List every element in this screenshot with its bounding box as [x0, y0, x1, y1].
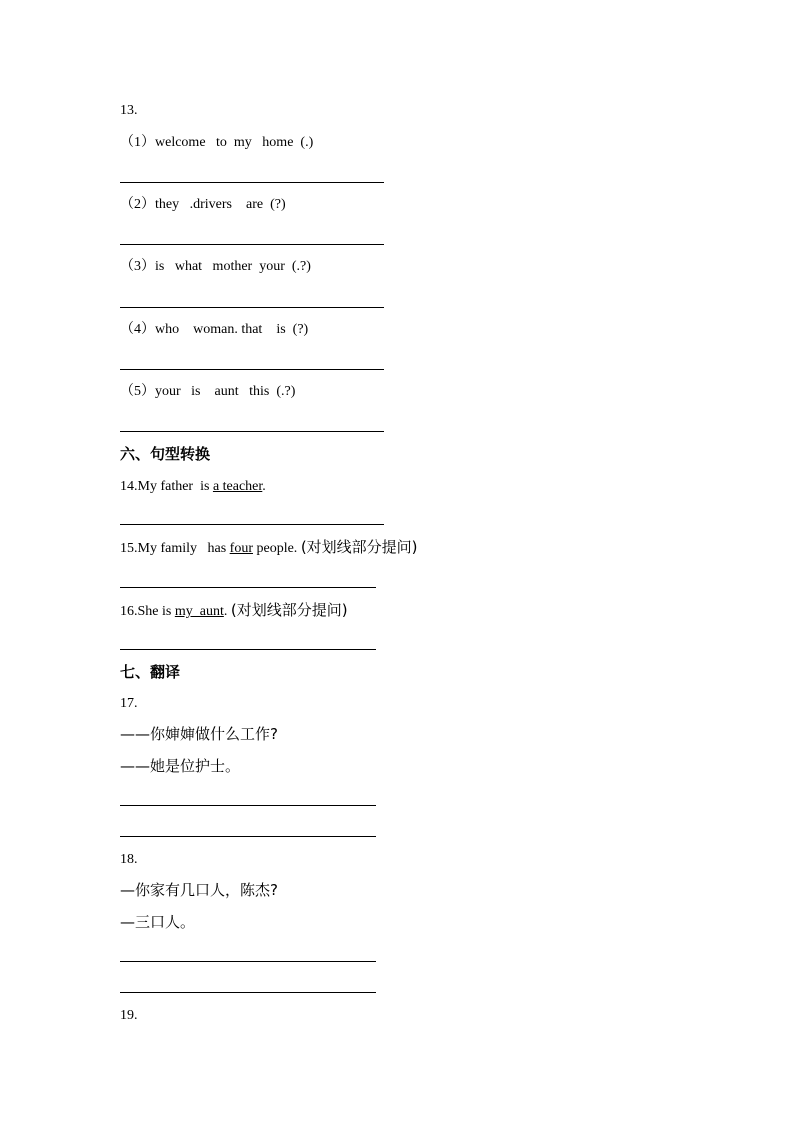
q13-item-5: （5）your is aunt this (.?): [120, 384, 296, 399]
q14-suffix: .: [262, 479, 266, 494]
q16-suffix: .: [223, 604, 231, 619]
q18-line-1: —你家有几口人，陈杰?: [120, 881, 278, 899]
q16-note: (对划线部分提问): [230, 601, 348, 619]
section-6-heading: 六、句型转换: [120, 445, 211, 463]
q13-item-3: （3）is what mother your (.?): [120, 259, 311, 274]
question-19-number: 19.: [120, 1008, 138, 1023]
question-13-number: 13.: [120, 103, 138, 118]
answer-line-13-5[interactable]: [120, 431, 384, 432]
q14-underlined: a teacher: [212, 479, 263, 494]
q15-underlined: four: [229, 541, 253, 556]
answer-line-13-3[interactable]: [120, 307, 384, 308]
q15-prefix: 15.My family has: [120, 541, 230, 556]
q15-suffix: people.: [252, 541, 301, 556]
answer-line-18-1[interactable]: [120, 961, 376, 962]
answer-line-13-2[interactable]: [120, 244, 384, 245]
answer-line-15[interactable]: [120, 587, 376, 588]
question-14: [120, 480, 266, 494]
q13-item-2: （2）they .drivers are (?): [120, 197, 286, 212]
answer-line-13-1[interactable]: [120, 182, 384, 183]
answer-line-17-2[interactable]: [120, 836, 376, 837]
q15-note: (对划线部分提问): [300, 538, 418, 556]
answer-line-18-2[interactable]: [120, 992, 376, 993]
q16-underlined: my aunt: [174, 604, 224, 619]
question-18-number: 18.: [120, 852, 138, 867]
answer-line-17-1[interactable]: [120, 805, 376, 806]
q13-item-4: （4）who woman. that is (?): [120, 322, 309, 337]
q18-line-2: —三口人。: [120, 913, 196, 931]
answer-line-16[interactable]: [120, 649, 376, 650]
q17-line-1: ——你婶婶做什么工作?: [120, 725, 278, 743]
answer-line-14[interactable]: [120, 524, 384, 525]
q13-item-1: （1）welcome to my home (.): [120, 135, 314, 150]
question-15: [120, 540, 418, 556]
question-17-number: 17.: [120, 696, 138, 711]
answer-line-13-4[interactable]: [120, 369, 384, 370]
q17-line-2: ——她是位护士。: [120, 757, 241, 775]
q14-prefix: 14.My father is: [120, 479, 213, 494]
q16-prefix: 16.She is: [120, 604, 175, 619]
section-7-heading: 七、翻译: [120, 663, 181, 681]
question-16: [120, 603, 348, 619]
